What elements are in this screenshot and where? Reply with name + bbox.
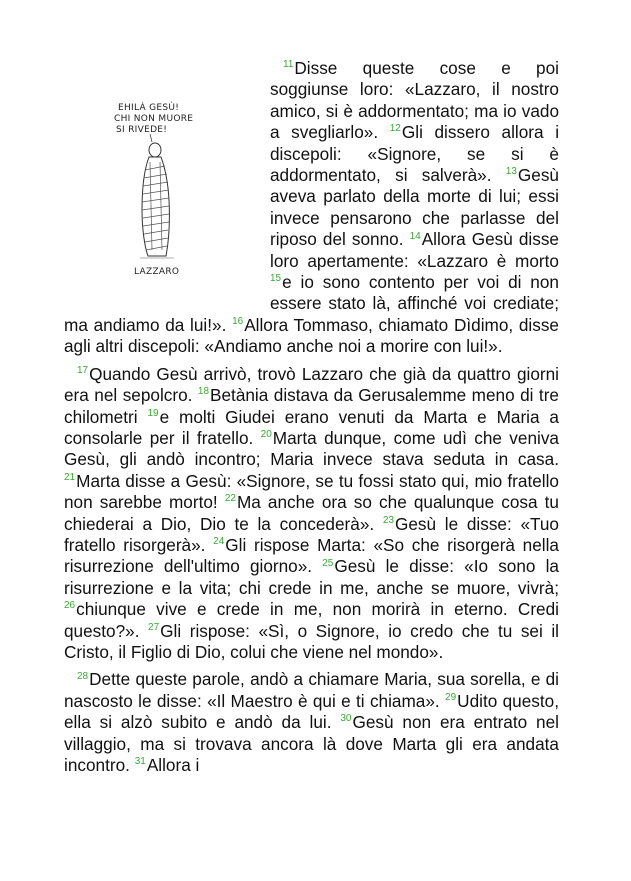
paragraph-2: [64, 364, 559, 664]
verse-text: Marta dunque, come udì che veniva Gesù, gli andò incontro; Maria invece stava seduta in casa.: [64, 427, 559, 470]
verse-text: Betània distava da Gerusalemme meno di tre chilometri: [64, 385, 559, 427]
verse-number: 19: [147, 407, 159, 419]
verse-number: 29: [445, 692, 457, 704]
verse-text: chiunque vive e crede in me, non morirà in eterno. Credi questo?».: [64, 599, 559, 641]
verse-number: 11: [283, 59, 294, 71]
verse-number: 17: [77, 364, 89, 376]
verse-number: 18: [197, 386, 210, 398]
verse-text: Dette queste parole, andò a chiamare Maria, sua sorella, e di nascosto le disse: «Il Maestro è qui e ti chiama».: [64, 669, 559, 711]
verse-number: 28: [77, 670, 89, 682]
verse-number: 23: [382, 514, 394, 526]
verse-text: Gesù le disse: «Tuo fratello risorgerà».: [64, 513, 559, 555]
verse-text: Marta disse a Gesù: «Signore, se tu fossi stato qui, mio fratello non sarebbe morto!: [64, 470, 559, 513]
illustration-space: [64, 58, 270, 314]
speech-line-1: EHILÀ GESÙ!: [118, 103, 180, 113]
verse-number: 31: [134, 756, 146, 768]
caption: LAZZARO: [134, 267, 180, 277]
verse-number: 25: [322, 557, 334, 569]
verse-number: 13: [505, 166, 517, 178]
verse-text: Gesù aveva parlato della morte di lui; essi invece pensarono che parlasse del riposo del sonno.: [270, 165, 559, 250]
verse-number: 30: [340, 713, 352, 725]
verse-text: Udito questo, ella si alzò subito e andò da lui.: [64, 690, 559, 733]
verse-number: 12: [389, 123, 401, 135]
verse-text: Allora i: [146, 755, 200, 775]
verse-text: e molti Giudei erano venuti da Marta e Maria a consolarle per il fratello.: [64, 406, 559, 448]
verse-text: e io sono contento per voi di non essere stato là, affinché voi crediate; ma andiamo da lui!».: [64, 272, 559, 335]
verse-text: Allora Tommaso, chiamato Dìdimo, disse agli altri discepoli: «Andiamo anche noi a morire con lui!».: [64, 314, 559, 357]
verse-number: 20: [260, 429, 272, 441]
paragraph-1: [64, 58, 559, 358]
verse-number: 26: [64, 600, 76, 612]
speech-line-3: SI RIVEDE!: [116, 125, 168, 135]
verse-text: Gli rispose Marta: «So che risorgerà nella risurrezione dell'ultimo giorno».: [64, 534, 559, 577]
verse-number: 24: [213, 536, 225, 548]
verse-number: 14: [409, 230, 421, 242]
verse-text: Ma anche ora so che qualunque cosa tu chiederai a Dio, Dio te la concederà».: [64, 492, 559, 534]
gospel-text: [64, 58, 559, 782]
paragraph-3: [64, 669, 559, 776]
verse-text: Gli dissero allora i discepoli: «Signore, se si è addormentato, si salverà».: [270, 122, 560, 186]
verse-text: Gli rispose: «Sì, o Signore, io credo che tu sei il Cristo, il Figlio di Dio, colui che viene nel mondo».: [64, 620, 559, 662]
verse-number: 15: [270, 273, 282, 285]
verse-number: 21: [64, 471, 76, 483]
verse-text: Gesù le disse: «Io sono la risurrezione e la vita; chi crede in me, anche se muore, vivrà;: [64, 556, 559, 598]
verse-text: Quando Gesù arrivò, trovò Lazzaro che già da quattro giorni era nel sepolcro.: [64, 363, 559, 406]
verse-text: Gesù non era entrato nel villaggio, ma si trovava ancora là dove Marta gli era andata incontro.: [64, 712, 559, 775]
verse-text: Allora Gesù disse loro apertamente: «Lazzaro è morto: [270, 229, 559, 271]
verse-text: Disse queste cose e poi soggiunse loro: «Lazzaro, il nostro amico, si è addormentato; ma io vado a svegliarlo».: [270, 58, 559, 143]
verse-number: 27: [148, 621, 160, 633]
speech-line-2: CHI NON MUORE: [114, 114, 194, 124]
verse-number: 22: [224, 493, 236, 505]
verse-number: 16: [232, 316, 244, 328]
